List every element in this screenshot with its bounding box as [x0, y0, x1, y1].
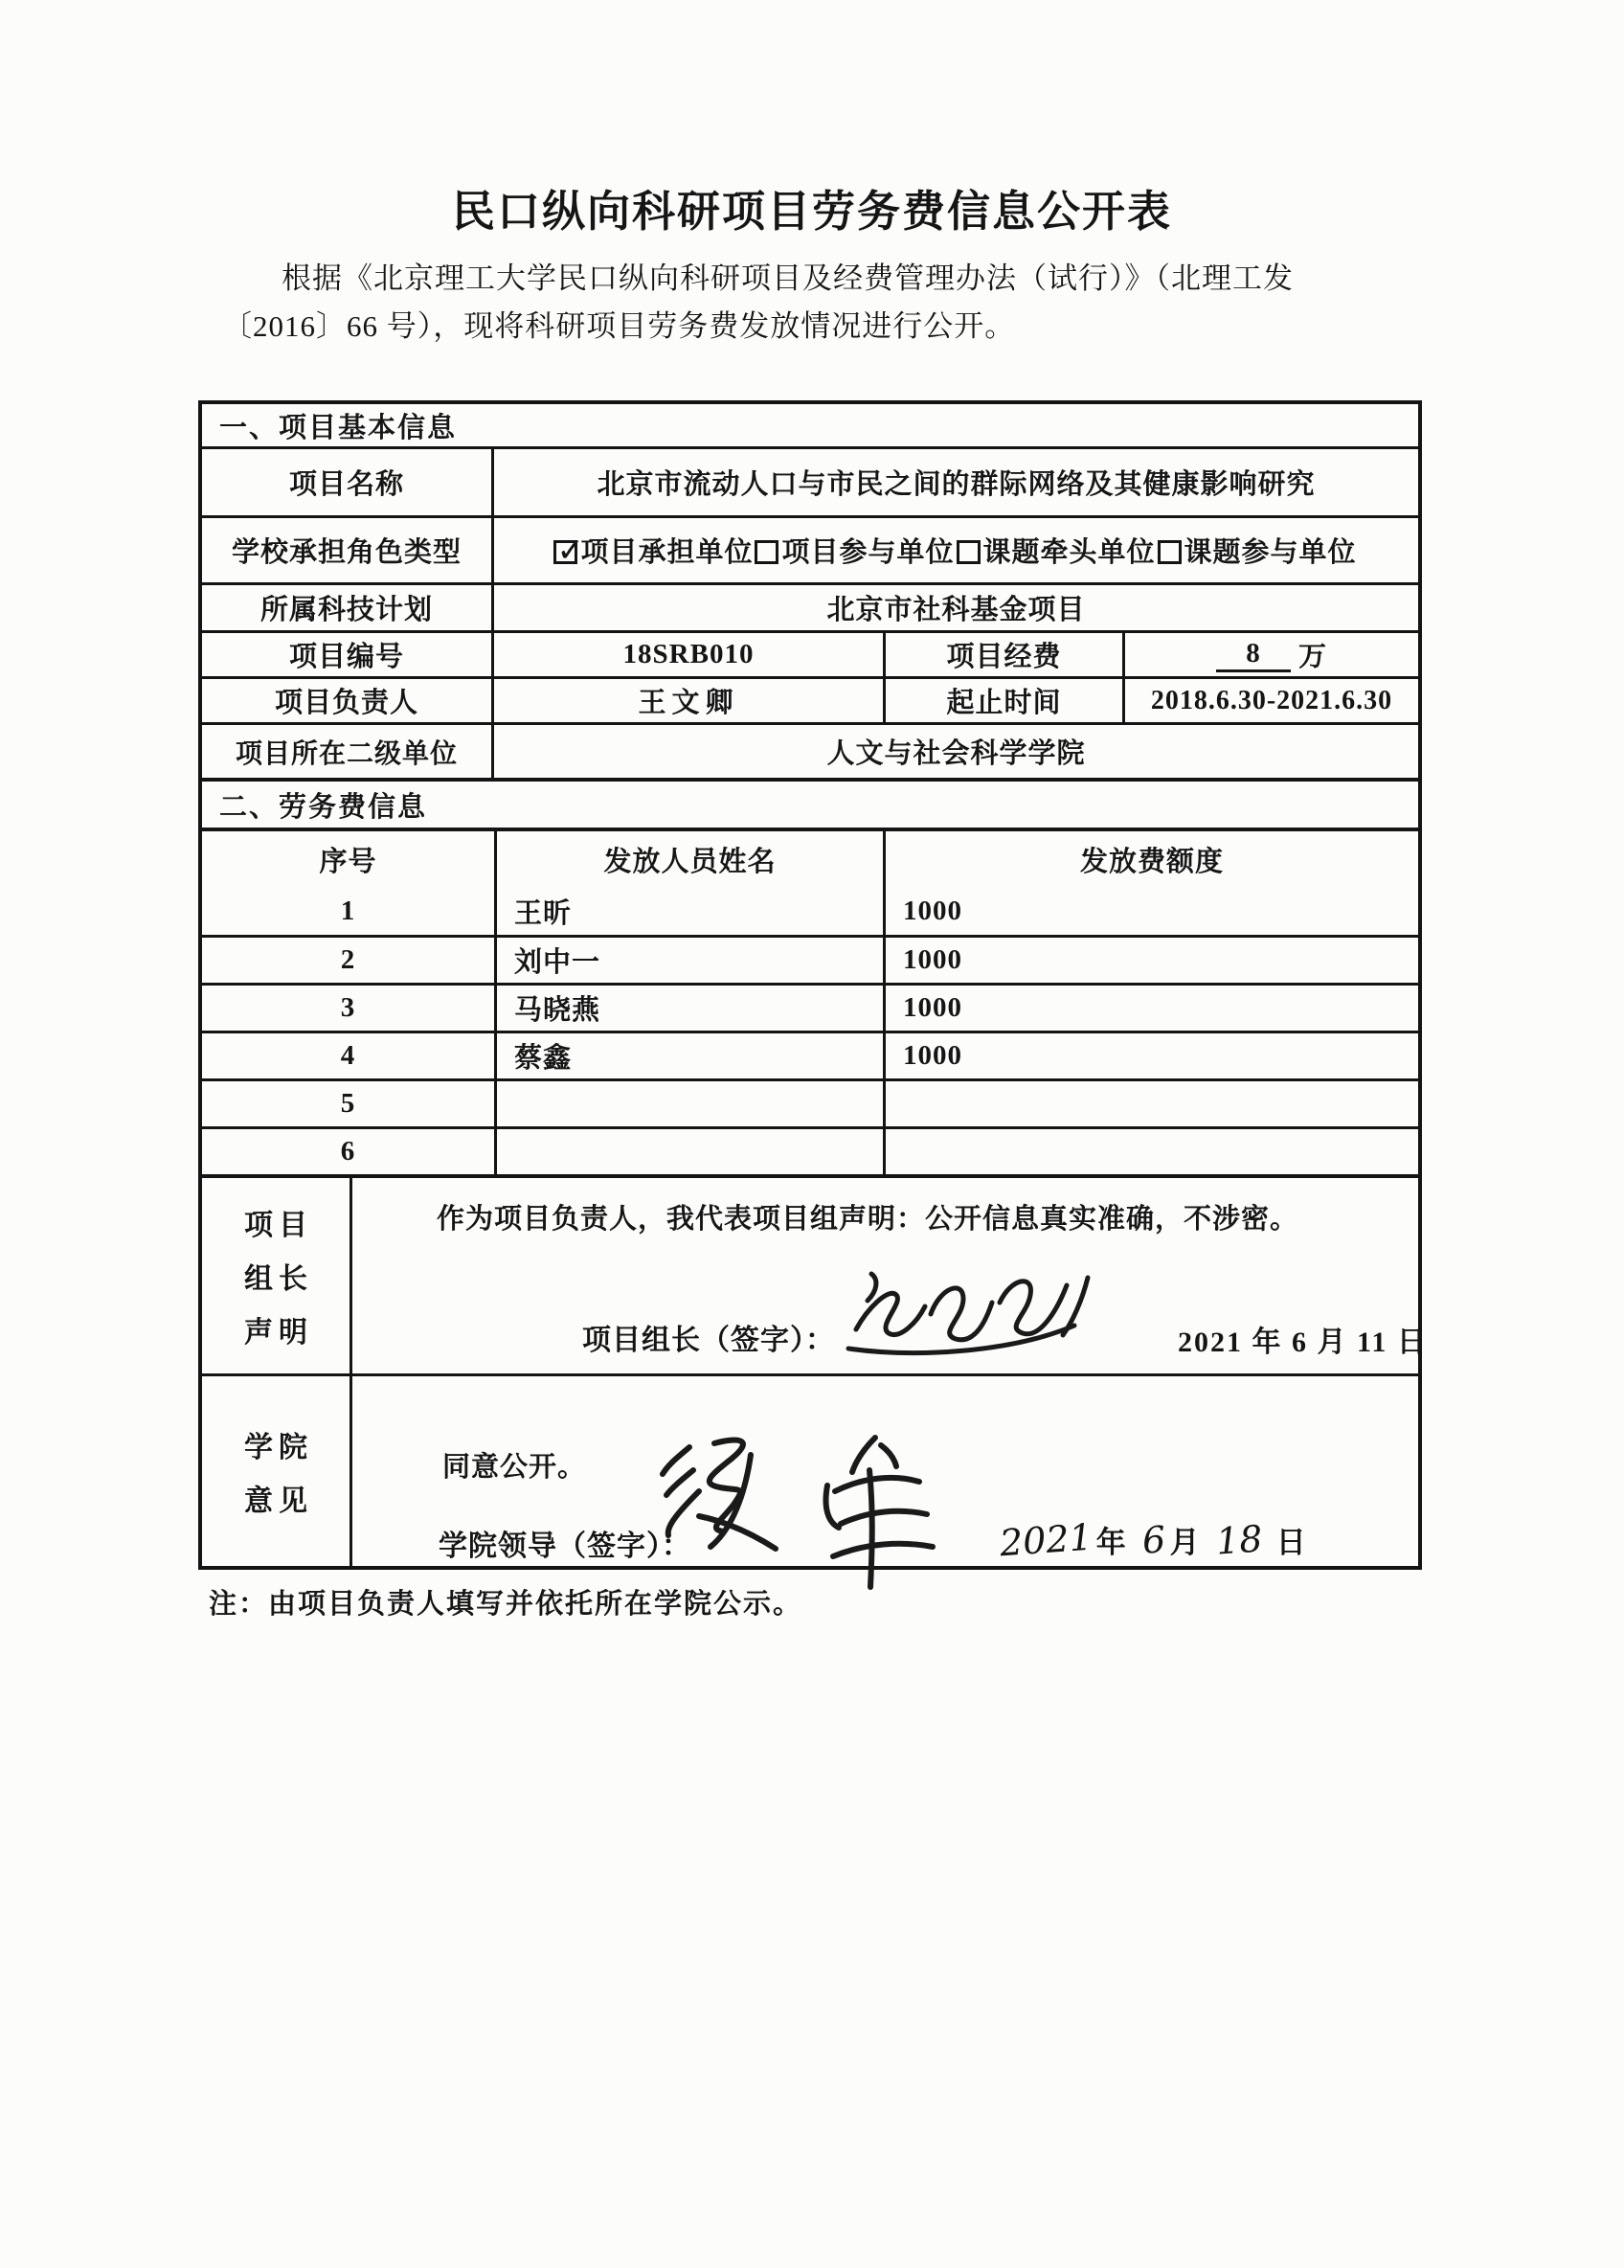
opinion-content — [352, 1376, 1418, 1566]
fee-row-no: 4 — [202, 1033, 497, 1078]
fee-row-name: 王昕 — [497, 887, 886, 935]
checkbox-icon — [755, 540, 778, 564]
pi-row — [202, 676, 1418, 722]
declaration-sign-label: 项目组长（签字）： — [582, 1325, 835, 1356]
pi-label: 项目负责人 — [202, 679, 494, 722]
fee-row-name — [497, 1081, 886, 1126]
fee-row-name — [497, 1129, 886, 1174]
project-name-value: 北京市流动人口与市民之间的群际网络及其健康影响研究 — [597, 469, 1316, 500]
fee-col-no: 序号 — [202, 831, 497, 887]
fee-row-amount: 1000 — [903, 895, 962, 926]
fee-table-row — [202, 1078, 1418, 1126]
intro-paragraph — [222, 255, 1417, 351]
declaration-row — [202, 1174, 1428, 1373]
fee-header-row — [202, 828, 1418, 887]
fee-row-no: 2 — [202, 938, 497, 983]
section1-heading-row — [202, 404, 1418, 446]
fee-row-name: 马晓燕 — [497, 986, 886, 1031]
page-title: 民口纵向科研项目劳务费信息公开表 — [451, 187, 1172, 236]
checkbox-icon — [1158, 540, 1182, 564]
opinion-date-year: 2021 — [998, 1515, 1094, 1565]
fee-col-amount: 发放费额度 — [1079, 846, 1224, 877]
checkbox-icon — [553, 540, 577, 564]
opinion-date-day: 18 — [1214, 1517, 1265, 1563]
fee-row-no: 3 — [202, 986, 497, 1031]
fee-table-row — [202, 1126, 1418, 1174]
fee-row-amount: 1000 — [903, 1040, 962, 1071]
opinion-date: 2021年 6月 18 日 — [998, 1515, 1306, 1565]
role-option: ✓ 项目承担单位 — [553, 531, 753, 570]
project-no-value: 18SRB010 — [494, 633, 886, 676]
fee-row-amount: 1000 — [903, 944, 962, 975]
unit-value: 人文与社会科学学院 — [826, 738, 1086, 769]
checkbox-icon — [957, 540, 981, 564]
fee-table-row — [202, 887, 1418, 935]
declaration-content — [352, 1178, 1428, 1373]
duration-value: 2018.6.30-2021.6.30 — [1150, 685, 1393, 715]
form-table — [198, 400, 1428, 1570]
role-type-row — [202, 515, 1418, 582]
program-label: 所属科技计划 — [202, 585, 494, 630]
opinion-date-month: 6 — [1140, 1518, 1168, 1562]
fee-rows — [202, 887, 1418, 1174]
fee-row-no: 6 — [202, 1129, 497, 1174]
budget-value-cell — [1125, 633, 1418, 676]
fee-row-name: 刘中一 — [497, 938, 886, 983]
fee-col-name: 发放人员姓名 — [497, 831, 886, 887]
opinion-approval-text: 同意公开。 — [442, 1452, 587, 1483]
pi-value: 王文卿 — [494, 679, 886, 722]
fee-row-amount — [886, 1081, 1418, 1126]
role-type-options — [494, 518, 1418, 582]
program-row — [202, 582, 1418, 630]
budget-label: 项目经费 — [886, 633, 1125, 676]
opinion-label: 学院 意见 — [202, 1376, 352, 1566]
fee-row-no: 5 — [202, 1081, 497, 1126]
project-name-row — [202, 446, 1418, 515]
project-name-label: 项目名称 — [202, 449, 494, 515]
fee-row-amount: 1000 — [903, 992, 962, 1023]
opinion-row — [202, 1373, 1418, 1566]
declaration-date: 2021 年 6 月 11 日 — [1178, 1327, 1428, 1358]
project-no-label: 项目编号 — [202, 633, 494, 676]
duration-label: 起止时间 — [886, 679, 1125, 722]
declaration-label: 项目 组长 声明 — [202, 1178, 352, 1373]
unit-label: 项目所在二级单位 — [202, 725, 494, 778]
program-value: 北京市社科基金项目 — [826, 595, 1086, 625]
intro-line-1: 根据《北京理工大学民口纵向科研项目及经费管理办法（试行）》（北理工发 — [282, 261, 1294, 295]
fee-table-row — [202, 935, 1418, 983]
fee-row-name: 蔡鑫 — [497, 1033, 886, 1078]
section2-heading: 二、劳务费信息 — [219, 791, 428, 823]
budget-unit: 万 — [1297, 642, 1327, 672]
role-option: 课题牵头单位 — [957, 531, 1156, 570]
declaration-statement: 作为项目负责人，我代表项目组声明：公开信息真实准确，不涉密。 — [437, 1204, 1299, 1235]
role-option: 项目参与单位 — [755, 531, 954, 570]
section1-heading: 一、项目基本信息 — [219, 412, 458, 443]
fee-table-row — [202, 1031, 1418, 1078]
section2-heading-row — [202, 778, 1418, 828]
intro-line-2: 〔2016〕66 号），现将科研项目劳务费发放情况进行公开。 — [222, 309, 1016, 343]
unit-row — [202, 722, 1418, 778]
fee-table-row — [202, 983, 1418, 1031]
budget-amount: 8 — [1216, 637, 1291, 672]
role-option: 课题参与单位 — [1158, 531, 1357, 570]
footnote: 注：由项目负责人填写并依托所在学院公示。 — [209, 1589, 803, 1620]
project-no-row — [202, 630, 1418, 676]
project-leader-signature — [839, 1241, 1095, 1358]
fee-row-no: 1 — [202, 887, 497, 935]
opinion-sign-label: 学院领导（签字）： — [439, 1531, 691, 1562]
role-type-label: 学校承担角色类型 — [202, 518, 494, 582]
fee-row-amount — [886, 1129, 1418, 1174]
